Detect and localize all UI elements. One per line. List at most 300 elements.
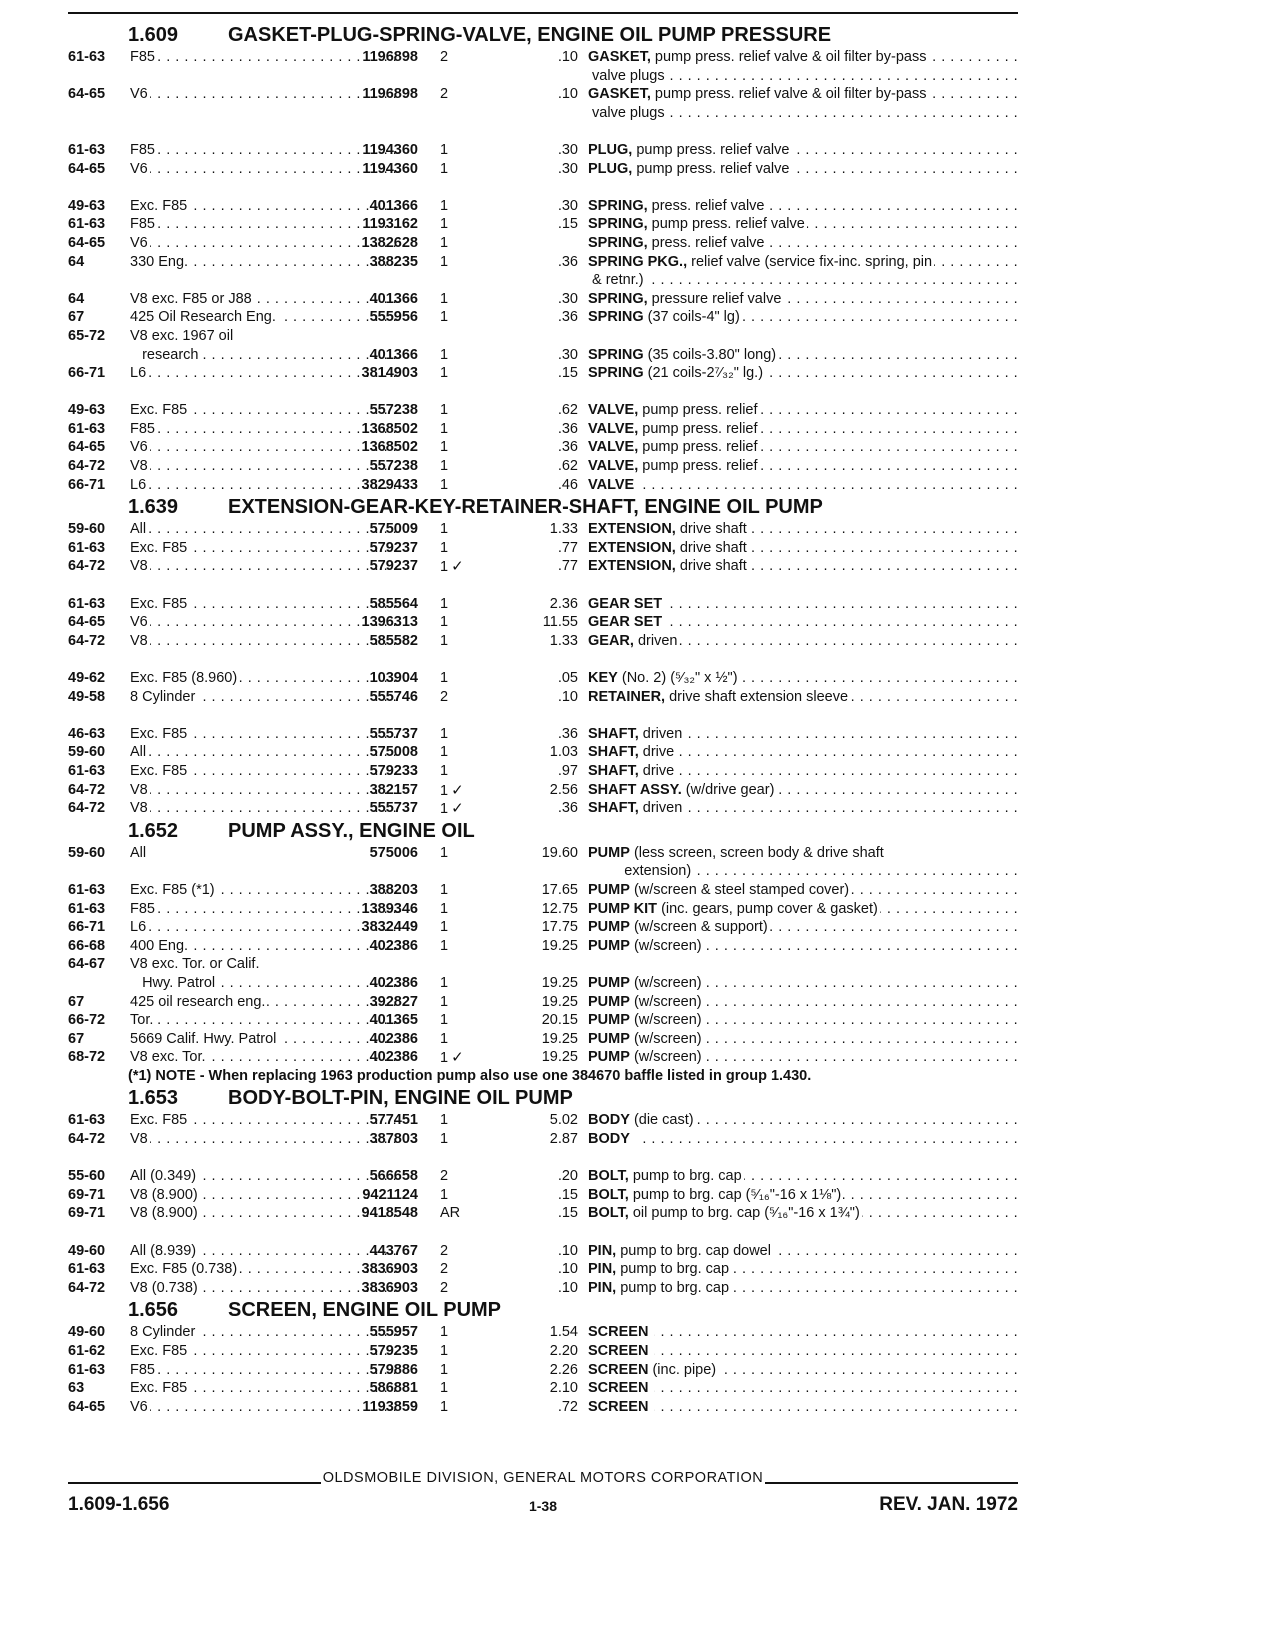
quantity	[440, 364, 480, 383]
application-text: L6	[130, 365, 147, 382]
application-text: V6	[130, 86, 148, 103]
section-title: BODY-BOLT-PIN, ENGINE OIL PUMP	[228, 1087, 573, 1110]
quantity-value: 2	[440, 688, 449, 705]
description-text	[588, 614, 668, 630]
model-years: 49-62	[68, 670, 106, 686]
description-text	[588, 596, 668, 612]
parts-row	[68, 557, 1018, 576]
list-price: 19.25	[541, 974, 578, 991]
parts-row	[68, 67, 1018, 86]
quantity	[440, 1111, 480, 1130]
description	[588, 613, 1020, 632]
parts-row	[68, 253, 1018, 272]
parts-row	[68, 1111, 1018, 1130]
quantity	[440, 799, 480, 819]
list-price: 19.25	[541, 1030, 578, 1047]
description-keyword: PUMP	[588, 1049, 630, 1066]
description-text	[588, 1343, 654, 1359]
description-detail: pump to brg. cap (⁵⁄₁₆"-16 x 1⅛")	[632, 1186, 842, 1203]
quantity-value: 1	[440, 1343, 449, 1359]
description	[588, 160, 1020, 179]
description	[588, 743, 1020, 762]
section-heading	[68, 1297, 1018, 1323]
description-detail: (w/screen)	[633, 1049, 702, 1066]
application-text: V6	[130, 160, 148, 177]
description-keyword: GEAR SET	[588, 595, 663, 612]
part-number: 3829433	[361, 476, 418, 493]
application-text: V8 exc. Tor. or Calif.	[130, 956, 260, 973]
description	[588, 1204, 1020, 1223]
model-years: 65-72	[68, 327, 106, 344]
part-number: 402386	[369, 1049, 418, 1066]
description-text	[588, 1205, 862, 1221]
application-text: V8 exc. Tor.	[130, 1049, 206, 1066]
quantity	[440, 844, 480, 863]
part-number: 3836903	[361, 1261, 418, 1278]
description	[588, 937, 1020, 956]
description-text	[588, 763, 676, 779]
application	[130, 104, 396, 123]
quantity-value: 1	[440, 234, 449, 251]
part-number: 577451	[369, 1112, 418, 1129]
description-text	[588, 863, 693, 879]
model-years: 64-72	[68, 800, 106, 817]
quantity-value: 2	[440, 1242, 449, 1259]
description	[588, 881, 1020, 900]
application-text: F85	[130, 49, 155, 65]
quantity-value: 1	[440, 1380, 449, 1397]
parts-row	[68, 85, 1018, 104]
model-years: 55-60	[68, 1168, 106, 1185]
description-text	[588, 1031, 704, 1047]
description-detail: (w/screen)	[633, 993, 702, 1010]
quantity	[440, 1361, 480, 1380]
quantity	[440, 197, 480, 216]
description-keyword: PUMP	[588, 993, 630, 1010]
application	[130, 271, 396, 290]
description	[588, 918, 1020, 937]
description-detail: pump press. relief valve & oil filter by-pass	[654, 49, 927, 65]
parts-row	[68, 762, 1018, 781]
description-text	[588, 68, 667, 84]
description-detail: valve plugs	[592, 67, 665, 84]
quantity-value: 2	[440, 1261, 449, 1278]
part-number: 1368502	[361, 420, 418, 437]
list-price: .10	[557, 1261, 578, 1278]
model-years: 64	[68, 290, 85, 307]
description	[588, 1111, 1020, 1130]
list-price: 19.25	[541, 993, 578, 1010]
list-price: 11.55	[542, 614, 578, 631]
list-price: .10	[557, 86, 578, 103]
description-detail: drive	[642, 744, 675, 761]
parts-row	[68, 539, 1018, 558]
quantity	[440, 290, 480, 309]
model-years: 61-63	[68, 1261, 106, 1278]
model-years: 61-62	[68, 1343, 106, 1359]
description-detail: (inc. pipe)	[652, 1361, 717, 1378]
application-text: Hwy. Patrol	[130, 974, 216, 991]
application-text: Tor.	[130, 1012, 154, 1029]
quantity	[440, 1130, 480, 1149]
parts-row	[68, 918, 1018, 937]
model-years: 64-72	[68, 558, 106, 575]
part-number: 1196898	[362, 49, 418, 65]
quantity	[440, 993, 480, 1012]
description-detail: oil pump to brg. cap (⁵⁄₁₆"-16 x 1¾")	[632, 1205, 860, 1222]
description-keyword: PUMP	[588, 881, 630, 898]
list-price: .30	[557, 346, 578, 363]
part-number: 388203	[369, 881, 418, 898]
description-text	[588, 477, 640, 493]
model-years: 64-65	[68, 86, 106, 103]
list-price: .10	[557, 688, 578, 705]
model-years: 66-71	[68, 365, 106, 382]
description	[588, 900, 1020, 919]
description-keyword: SHAFT,	[588, 744, 639, 761]
description	[588, 1260, 1020, 1279]
part-number: 575006	[369, 844, 418, 861]
part-number: 586881	[369, 1380, 418, 1397]
description-keyword: SCREEN	[588, 1361, 649, 1378]
application-text: Exc. F85	[130, 1112, 188, 1129]
application-text: V8 (8.900)	[130, 1186, 198, 1203]
list-price: .36	[557, 439, 578, 456]
description-text	[588, 558, 749, 574]
description-text	[588, 328, 594, 344]
description-text	[588, 105, 667, 121]
description	[588, 1011, 1020, 1030]
description	[588, 1030, 1020, 1049]
quantity	[440, 1030, 480, 1049]
description	[588, 401, 1020, 420]
list-price: .10	[557, 49, 578, 65]
quantity-value: 1	[440, 595, 449, 612]
description-keyword: BODY	[588, 1112, 630, 1129]
application	[130, 327, 396, 346]
description	[588, 1167, 1020, 1186]
model-years: 61-63	[68, 1361, 106, 1378]
quantity-value: 1	[440, 1050, 449, 1067]
description-keyword: PUMP	[588, 937, 630, 954]
check-mark: ✓	[451, 780, 464, 799]
description	[588, 1342, 1020, 1361]
quantity	[440, 520, 480, 539]
description-text	[588, 1012, 704, 1028]
description-keyword: KEY	[588, 670, 618, 686]
description	[588, 632, 1020, 651]
list-price: 2.56	[549, 781, 578, 798]
section-title: PUMP ASSY., ENGINE OIL	[228, 819, 475, 842]
quantity-value: 1	[440, 937, 449, 954]
description	[588, 364, 1020, 383]
part-number: 392827	[369, 993, 418, 1010]
parts-row	[68, 743, 1018, 762]
quantity-value: AR	[440, 1205, 461, 1222]
description-detail: pump to brg. cap dowel	[620, 1242, 771, 1259]
application-text: Exc. F85 (0.738)	[130, 1261, 238, 1278]
parts-row	[68, 1048, 1018, 1067]
description	[588, 669, 1020, 688]
list-price: .15	[557, 216, 578, 233]
application-text: V8	[130, 1131, 148, 1148]
description-keyword: VALVE,	[588, 420, 639, 437]
model-years: 61-63	[68, 881, 106, 898]
part-number: 3836903	[361, 1279, 418, 1296]
quantity-value: 1	[440, 160, 449, 177]
part-number: 3832449	[361, 919, 418, 936]
quantity-value: 1	[440, 1398, 449, 1415]
description-text	[588, 421, 760, 437]
description-text	[588, 1131, 636, 1147]
description-text	[588, 1280, 731, 1296]
application-text: F85	[130, 141, 155, 158]
quantity	[440, 1342, 480, 1361]
description-keyword: SCREEN	[588, 1380, 649, 1397]
description-keyword: BODY	[588, 1131, 630, 1148]
list-price: 19.25	[541, 1049, 578, 1066]
description-detail: driven	[642, 725, 683, 742]
quantity-value: 1	[440, 253, 449, 270]
quantity	[440, 234, 480, 253]
application-text: F85	[130, 1361, 155, 1378]
quantity	[440, 974, 480, 993]
part-number: 382157	[369, 781, 418, 798]
quantity	[440, 420, 480, 439]
description	[588, 85, 1020, 104]
section-title: GASKET-PLUG-SPRING-VALVE, ENGINE OIL PUMP PRESSURE	[228, 24, 832, 46]
list-price: .30	[557, 197, 578, 214]
description-detail: pump press. relief valve	[651, 216, 805, 233]
description-text	[588, 1243, 773, 1259]
parts-row	[68, 520, 1018, 539]
row-spacer	[68, 1223, 1018, 1242]
description-text	[588, 882, 851, 898]
quantity	[440, 632, 480, 651]
description-keyword: SCREEN	[588, 1398, 649, 1415]
model-years: 61-63	[68, 420, 106, 437]
application-text: All	[130, 844, 147, 861]
application-text	[130, 105, 132, 121]
quantity-value: 1	[440, 1324, 449, 1341]
list-price: 5.02	[549, 1112, 578, 1129]
description-text	[588, 291, 783, 307]
model-years: 67	[68, 1030, 85, 1047]
quantity-value: 1	[440, 309, 449, 326]
quantity	[440, 160, 480, 179]
description-keyword: PIN,	[588, 1279, 617, 1296]
part-number: 1193162	[362, 216, 418, 233]
part-number: 103904	[369, 670, 418, 686]
model-years: 49-63	[68, 402, 106, 419]
description-keyword: SPRING	[588, 346, 644, 363]
parts-row	[68, 141, 1018, 160]
model-years: 64-67	[68, 956, 106, 973]
section-title: SCREEN, ENGINE OIL PUMP	[228, 1299, 502, 1322]
description	[588, 557, 1020, 576]
application-text: Exc. F85 (8.960)	[130, 670, 238, 686]
model-years: 67	[68, 309, 85, 326]
description-keyword: PIN,	[588, 1242, 617, 1259]
description-detail: drive shaft	[679, 539, 747, 556]
application-text: V6	[130, 439, 148, 456]
model-years: 61-63	[68, 49, 106, 65]
list-price: .30	[557, 290, 578, 307]
model-years: 64	[68, 253, 85, 270]
description-detail: driven	[642, 800, 683, 817]
description-detail: (w/drive gear)	[685, 781, 775, 798]
parts-row	[68, 1030, 1018, 1049]
description-detail: (w/screen)	[633, 1012, 702, 1029]
description-detail: pump press. relief	[642, 402, 758, 419]
quantity-value: 1	[440, 725, 449, 742]
description-keyword: PUMP	[588, 1030, 630, 1047]
description-text	[588, 235, 766, 251]
description	[588, 1279, 1020, 1298]
quantity	[440, 1279, 480, 1298]
quantity	[440, 539, 480, 558]
description-text	[588, 1168, 744, 1184]
description-detail: pump to brg. cap	[620, 1261, 730, 1278]
application-text: All (0.349)	[130, 1168, 197, 1185]
list-price: 19.60	[541, 844, 578, 861]
quantity	[440, 1398, 480, 1417]
description	[588, 438, 1020, 457]
section-number: 1.652	[128, 819, 179, 842]
description-text	[588, 956, 594, 972]
description-detail: pump press. relief valve	[636, 160, 790, 177]
parts-row	[68, 215, 1018, 234]
description-text	[588, 782, 776, 798]
page-footer	[68, 1460, 1018, 1520]
description-keyword: BOLT,	[588, 1205, 629, 1222]
model-years: 66-71	[68, 476, 106, 493]
list-price: .10	[557, 1242, 578, 1259]
list-price: 2.87	[549, 1131, 578, 1148]
description-text	[588, 689, 850, 705]
description-detail: pump press. relief	[642, 458, 758, 475]
quantity	[440, 1323, 480, 1342]
description-detail: (No. 2) (⁵⁄₃₂" x ½")	[621, 670, 738, 686]
section-heading	[68, 22, 1018, 48]
list-price: .10	[557, 1279, 578, 1296]
row-spacer	[68, 706, 1018, 725]
quantity-value: 1	[440, 1361, 449, 1378]
application-text: All	[130, 521, 147, 538]
description-keyword: SCREEN	[588, 1343, 649, 1359]
model-years: 64-72	[68, 1131, 106, 1148]
quantity-value: 1	[440, 919, 449, 936]
model-years: 69-71	[68, 1186, 106, 1203]
list-price: .15	[557, 1205, 578, 1222]
description-keyword: SPRING,	[588, 216, 648, 233]
parts-row	[68, 401, 1018, 420]
description-keyword: EXTENSION,	[588, 558, 676, 575]
list-price: .36	[557, 725, 578, 742]
description-detail: (21 coils-2⁷⁄₃₂" lg.)	[647, 365, 764, 382]
parts-row	[68, 862, 1018, 881]
description-detail: (37 coils-4" lg)	[647, 309, 740, 326]
parts-row	[68, 308, 1018, 327]
quantity-value: 1	[440, 216, 449, 233]
parts-row	[68, 1279, 1018, 1298]
description-text	[588, 1261, 731, 1277]
section-heading	[68, 1085, 1018, 1111]
quantity	[440, 401, 480, 420]
quantity-value: 1	[440, 539, 449, 556]
quantity	[440, 881, 480, 900]
application-text: Exc. F85	[130, 197, 188, 214]
quantity	[440, 1379, 480, 1398]
list-price: .20	[557, 1168, 578, 1185]
application	[130, 955, 396, 974]
model-years: 66-72	[68, 1012, 106, 1029]
description-detail: pump press. relief	[642, 420, 758, 437]
quantity-value: 1	[440, 1131, 449, 1148]
application-text: All (8.939)	[130, 1242, 197, 1259]
list-price: 12.75	[541, 900, 578, 917]
description-keyword: VALVE	[588, 476, 635, 493]
list-price: .15	[557, 365, 578, 382]
quantity	[440, 1260, 480, 1279]
quantity-value: 2	[440, 49, 449, 65]
part-number: 9421124	[362, 1186, 418, 1203]
application-text: V6	[130, 614, 148, 631]
application-text: Exc. F85	[130, 595, 188, 612]
description-detail: drive shaft	[679, 521, 747, 538]
parts-row	[68, 1260, 1018, 1279]
description-keyword: GEAR SET	[588, 614, 663, 631]
application-text: V8	[130, 632, 148, 649]
parts-row	[68, 595, 1018, 614]
section-number: 1.656	[128, 1299, 179, 1322]
description-keyword: VALVE,	[588, 402, 639, 419]
parts-row	[68, 364, 1018, 383]
description-detail: pump press. relief valve & oil filter by-pass	[654, 86, 927, 103]
model-years: 64-65	[68, 234, 106, 251]
list-price: 19.25	[541, 937, 578, 954]
description	[588, 1379, 1020, 1398]
description-text	[588, 272, 646, 288]
quantity	[440, 918, 480, 937]
description-detail: pump to brg. cap	[620, 1279, 730, 1296]
application-text: Exc. F85	[130, 539, 188, 556]
quantity-value: 1	[440, 402, 449, 419]
description-detail: (inc. gears, pump cover & gasket)	[661, 900, 878, 917]
description	[588, 799, 1020, 818]
model-years: 67	[68, 993, 85, 1010]
description-keyword: SPRING	[588, 365, 644, 382]
quantity	[440, 438, 480, 457]
model-years: 64-72	[68, 632, 106, 649]
application-text: V8	[130, 558, 148, 575]
application-text: V8 exc. F85 or J88	[130, 290, 252, 307]
description-keyword: VALVE,	[588, 458, 639, 475]
application-text: 400 Eng.	[130, 937, 189, 954]
model-years: 68-72	[68, 1049, 106, 1066]
model-years: 61-63	[68, 762, 106, 779]
model-years: 66-68	[68, 937, 106, 954]
description-keyword: PUMP KIT	[588, 900, 658, 917]
part-number: 402386	[369, 974, 418, 991]
quantity	[440, 476, 480, 495]
application-text: 8 Cylinder	[130, 688, 196, 705]
description	[588, 290, 1020, 309]
list-price: .30	[557, 160, 578, 177]
application-text: F85	[130, 216, 155, 233]
application-text: research	[130, 346, 199, 363]
list-price: 17.75	[541, 919, 578, 936]
